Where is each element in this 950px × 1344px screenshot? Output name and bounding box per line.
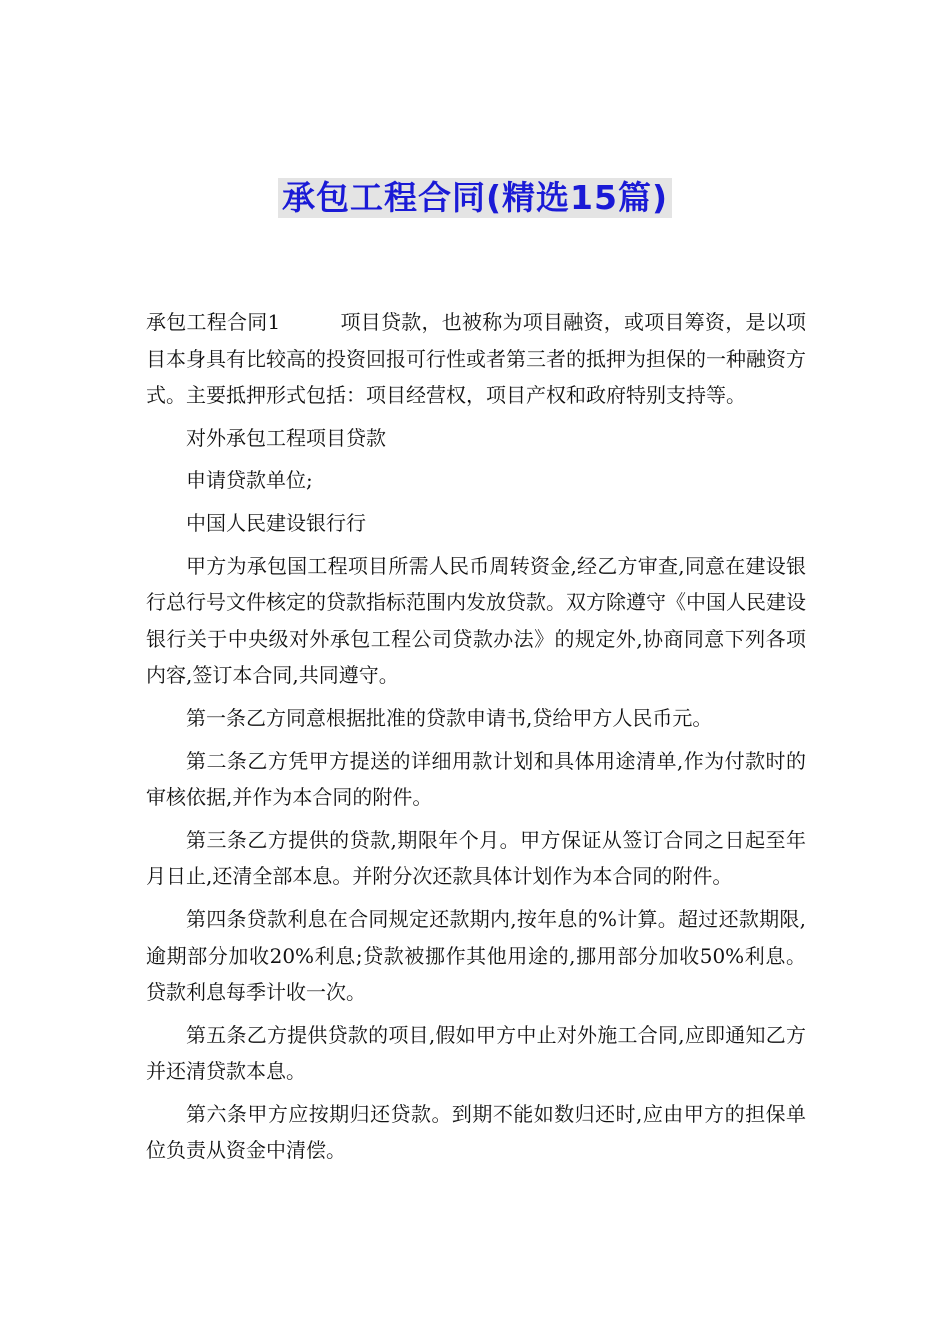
paragraph: 申请贷款单位;	[186, 468, 313, 493]
paragraph: 甲方为承包国工程项目所需人民币周转资金,经乙方审查,同意在建设银行总行号文件核定的贷款指标范围内发放贷款。双方除遵守《中国人民建设银行关于中央级对外承包工程公司贷款办法》的规定外,协商同意下列各项内容,签订本合同,共同遵守。	[146, 553, 806, 688]
paragraph: 中国人民建设银行行	[186, 510, 366, 535]
first-paragraph	[146, 304, 806, 414]
paragraph: 第一条乙方同意根据批准的贷款申请书,贷给甲方人民币元。	[186, 705, 713, 730]
paragraph: 第四条贷款利息在合同规定还款期内,按年息的%计算。超过还款期限,逾期部分加收20%利息;贷款被挪作其他用途的,挪用部分加收50%利息。贷款利息每季计收一次。	[146, 906, 806, 1005]
paragraph: 第六条甲方应按期归还贷款。到期不能如数归还时,应由甲方的担保单位负责从资金中清偿。	[146, 1101, 806, 1163]
document-title: 承包工程合同(精选15篇)	[278, 178, 672, 218]
paragraph: 对外承包工程项目贷款	[186, 425, 386, 450]
paragraph: 第三条乙方提供的贷款,期限年个月。甲方保证从签订合同之日起至年月日止,还清全部本息。并附分次还款具体计划作为本合同的附件。	[146, 827, 806, 889]
paragraph: 第五条乙方提供贷款的项目,假如甲方中止对外施工合同,应即通知乙方并还清贷款本息。	[146, 1022, 806, 1084]
paragraph: 第二条乙方凭甲方提送的详细用款计划和具体用途清单,作为付款时的审核依据,并作为本合同的附件。	[146, 748, 806, 810]
document-body	[146, 304, 806, 1175]
section-heading: 承包工程合同1	[146, 310, 281, 334]
paragraph-text: 项目贷款，也被称为项目融资，或项目筹资，是以项目本身具有比较高的投资回报可行性或者第三者的抵押为担保的一种融资方式。主要抵押形式包括：项目经营权，项目产权和政府特别支持等。	[146, 310, 806, 408]
title-container	[0, 178, 950, 218]
